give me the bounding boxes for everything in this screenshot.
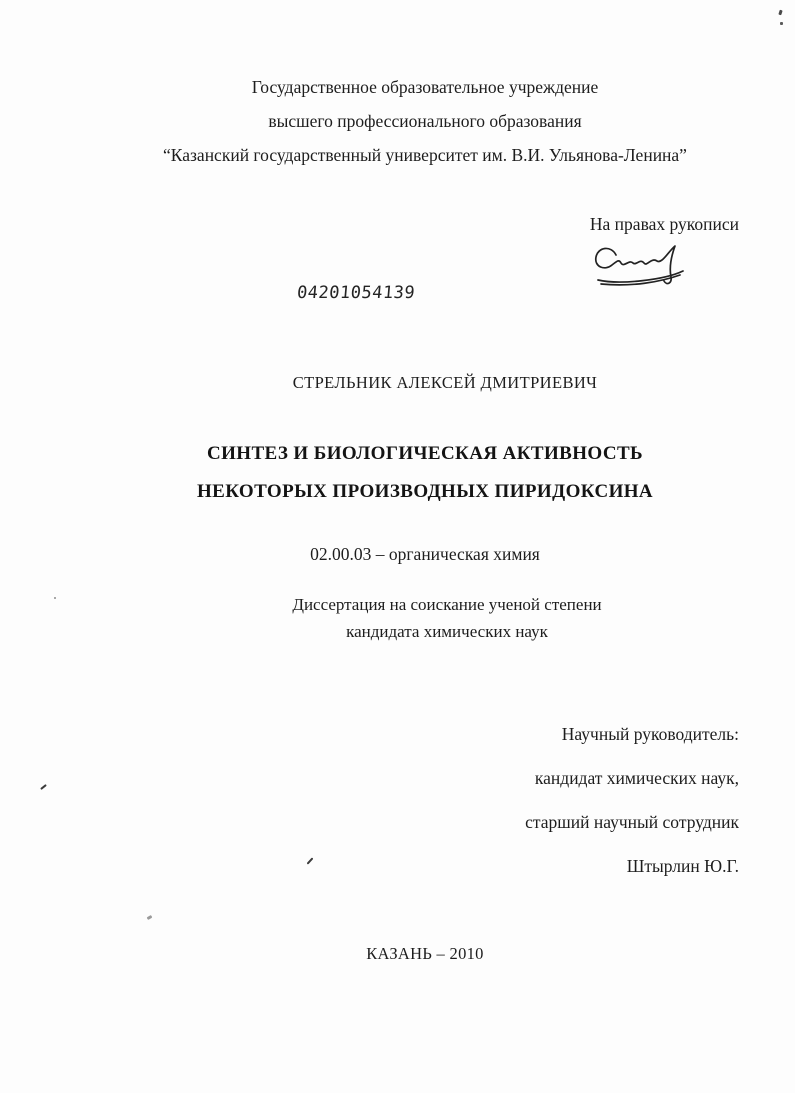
supervisor-block: [525, 712, 739, 888]
institution-line-2: высшего профессионального образования: [268, 111, 582, 131]
institution-header: [56, 70, 794, 172]
supervisor-heading: Научный руководитель:: [561, 724, 739, 744]
scan-artifact: [54, 597, 56, 599]
thesis-statement: [78, 591, 795, 645]
supervisor-name: Штырлин Ю.Г.: [626, 856, 739, 876]
institution-line-1: Государственное образовательное учреждение: [251, 77, 599, 97]
scan-artifact: [40, 784, 47, 790]
manuscript-rights-note: На правах рукописи: [589, 214, 739, 234]
city-year: КАЗАНЬ – 2010: [366, 944, 484, 963]
thesis-line-1: Диссертация на соискание ученой степени: [292, 595, 602, 614]
title-line-2: НЕКОТОРЫХ ПРОИЗВОДНЫХ ПИРИДОКСИНА: [196, 481, 654, 502]
scan-artifact: [778, 10, 782, 16]
scan-artifact: [307, 857, 314, 864]
author-name: СТРЕЛЬНИК АЛЕКСЕЙ ДМИТРИЕВИЧ: [292, 373, 598, 392]
title-line-1: СИНТЕЗ И БИОЛОГИЧЕСКАЯ АКТИВНОСТЬ: [206, 443, 643, 464]
signature-icon: [592, 240, 710, 296]
thesis-line-2: кандидата химических наук: [346, 622, 548, 641]
supervisor-degree: кандидат химических наук,: [534, 768, 739, 788]
scan-artifact: [147, 915, 153, 920]
dissertation-title: [56, 435, 794, 511]
supervisor-position: старший научный сотрудник: [525, 812, 739, 832]
specialty-code: 02.00.03 – органическая химия: [310, 544, 540, 564]
registration-number: 04201054139: [296, 283, 416, 303]
scan-artifact: [780, 22, 783, 25]
institution-line-3: “Казанский государственный университет им. В.И. Ульянова-Ленина”: [163, 145, 687, 165]
